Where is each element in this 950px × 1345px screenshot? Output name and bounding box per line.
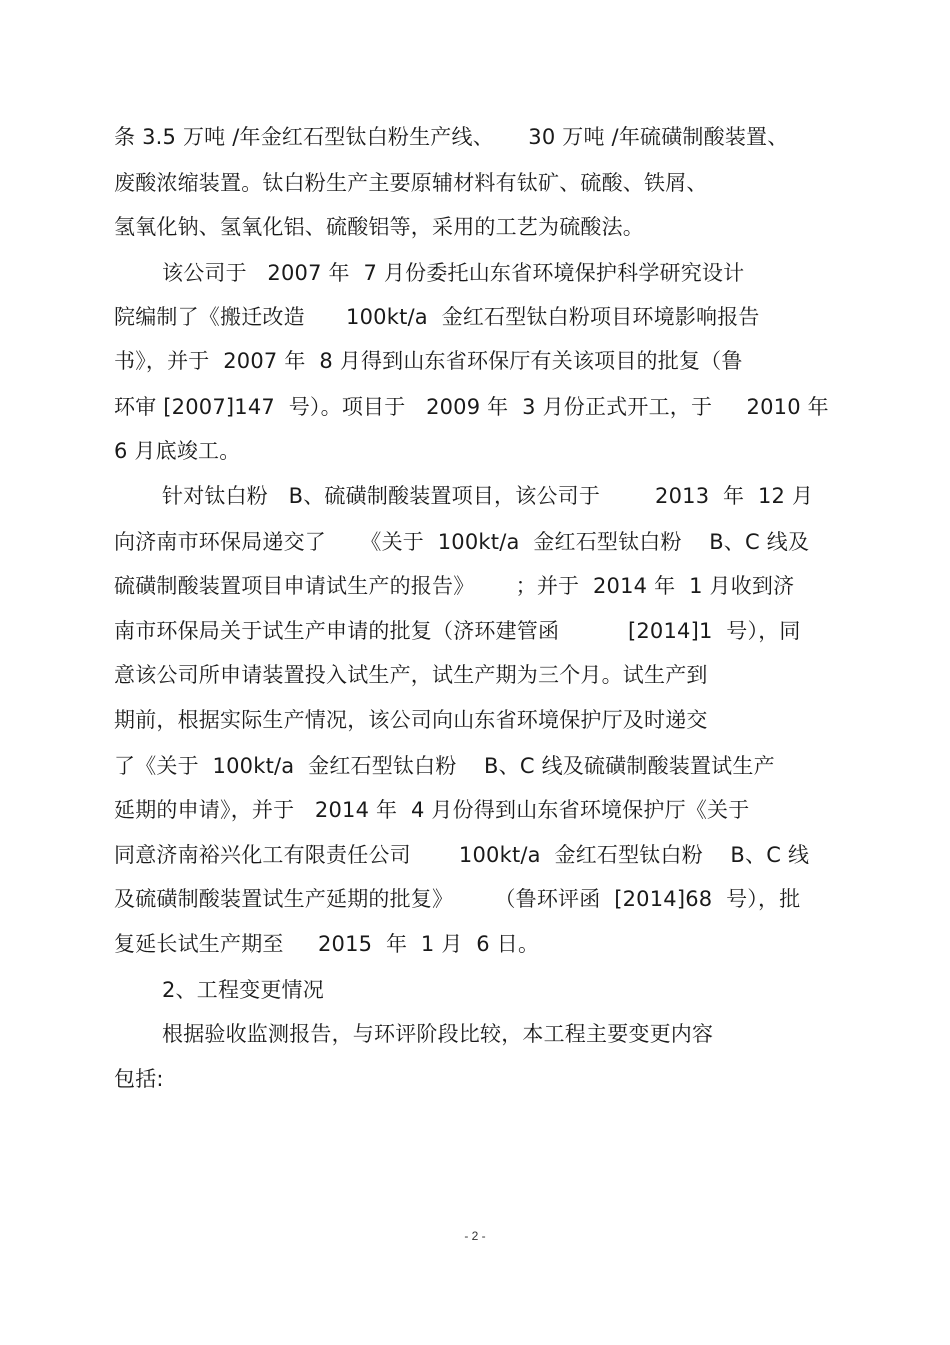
- text-line-22: 包括:: [114, 1067, 164, 1091]
- text-line-16: 延期的申请》，并于 2014 年 4 月份得到山东省环境保护厅《关于: [114, 798, 750, 822]
- text-line-1: 条 3.5 万吨 /年金红石型钛白粉生产线、 30 万吨 /年硫磺制酸装置、: [114, 125, 789, 149]
- text-line-4: 该公司于 2007 年 7 月份委托山东省环境保护科学研究设计: [162, 261, 745, 285]
- section-heading: 2、工程变更情况: [162, 978, 324, 1002]
- text-line-8: 6 月底竣工。: [114, 439, 241, 463]
- text-line-3: 氢氧化钠、氢氧化铝、硫酸铝等，采用的工艺为硫酸法。: [114, 215, 644, 239]
- text-line-9: 针对钛白粉 B、硫磺制酸装置项目，该公司于 2013 年 12 月: [162, 484, 814, 508]
- text-line-18: 及硫磺制酸装置试生产延期的批复》 （鲁环评函 [2014]68 号），批: [114, 887, 801, 911]
- text-line-6: 书》，并于 2007 年 8 月得到山东省环保厅有关该项目的批复（鲁: [114, 349, 743, 373]
- text-line-14: 期前，根据实际生产情况，该公司向山东省环境保护厅及时递交: [114, 708, 708, 732]
- text-line-11: 硫磺制酸装置项目申请试生产的报告》 ；并于 2014 年 1 月收到济: [114, 574, 795, 598]
- text-line-21: 根据验收监测报告，与环评阶段比较，本工程主要变更内容: [162, 1022, 714, 1046]
- text-line-10: 向济南市环保局递交了 《关于 100kt/a 金红石型钛白粉 B、C 线及: [114, 530, 810, 554]
- text-line-12: 南市环保局关于试生产申请的批复（济环建管函 [2014]1 号），同: [114, 619, 801, 643]
- page-number: - 2 -: [464, 1229, 486, 1243]
- text-line-19: 复延长试生产期至 2015 年 1 月 6 日。: [114, 932, 540, 956]
- text-line-7: 环审 [2007]147 号）。项目于 2009 年 3 月份正式开工，于 2010 年: [114, 395, 829, 419]
- text-line-17: 同意济南裕兴化工有限责任公司 100kt/a 金红石型钛白粉 B、C 线: [114, 843, 810, 867]
- text-line-15: 了《关于 100kt/a 金红石型钛白粉 B、C 线及硫磺制酸装置试生产: [114, 754, 775, 778]
- text-line-2: 废酸浓缩装置。钛白粉生产主要原辅材料有钛矿、硫酸、铁屑、: [114, 171, 708, 195]
- text-line-13: 意该公司所申请装置投入试生产，试生产期为三个月。试生产到: [114, 663, 708, 687]
- text-line-5: 院编制了《搬迁改造 100kt/a 金红石型钛白粉项目环境影响报告: [114, 305, 760, 329]
